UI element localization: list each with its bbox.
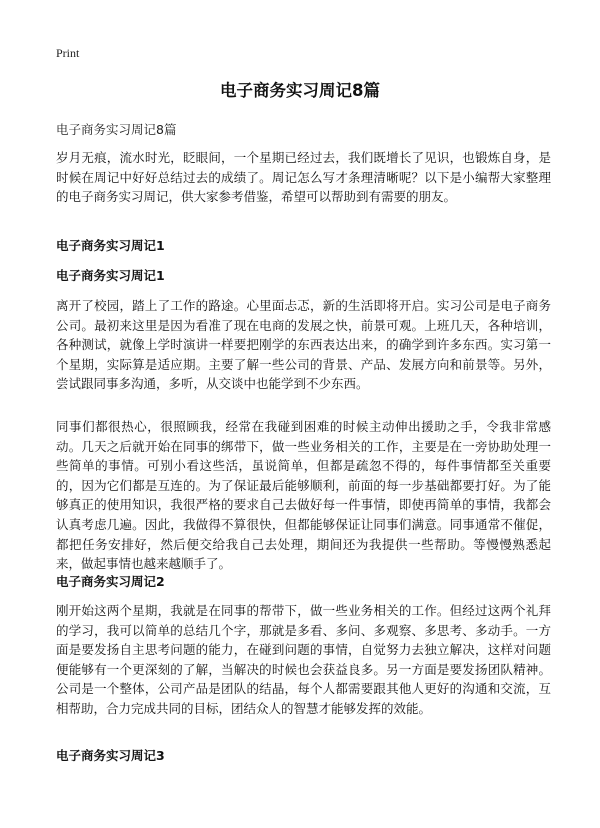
section-2-paragraph-1: 刚开始这两个星期，我就是在同事的帮带下，做一些业务相关的工作。但经过这两个礼拜的学习，我可以简单的总结几个字，那就是多看、多问、多观察、多思考、多动手。一方面是要发扬自主思考问题的能力，在碰到问题的事情，自觉努力去独立解决，这样对问题便能够有一个更深刻的了解，当解决的时候也会获益良多。另一方面是要发扬团队精神。公司是一个整体，公司产品是团队的结晶，每个人都需要跟其他人更好的沟通和交流，互相帮助，合力完成共同的目标，团结众人的智慧才能够发挥的效能。 [56,603,551,716]
section-1-paragraph-2: 同事们都很热心，很照顾我，经常在我碰到困难的时候主动伸出援助之手，令我非常感动。几天之后就开始在同事的绑带下，做一些业务相关的工作，主要是在一旁协助处理一些简单的事情。可别小看这些活，虽说简单，但都是疏忽不得的，每件事情都至关重要的，因为它们都是互连的。为了保证最后能够顺利，前面的每一步基础都要打好。为了能够真正的使用知识，我很严格的要求自己去做好每一件事情，即使再简单的事情，我都会认真考虑几遍。因此，我做得不算很快，但都能够保证让同事们满意。同事通常不催促，都把任务安排好，然后便交给我自己去处理，期间还为我提供一些帮助。等慢慢熟悉起来，做起事情也越来越顺手了。 [56,419,551,572]
section-subheading-1: 电子商务实习周记1 [56,268,165,283]
page-title: 电子商务实习周记8篇 [220,81,380,100]
document-subtitle: 电子商务实习周记8篇 [56,122,177,137]
section-heading-2: 电子商务实习周记2 [56,574,165,589]
print-link[interactable]: Print [56,46,80,60]
section-1-paragraph-1: 离开了校园，踏上了工作的路途。心里面忐忑，新的生活即将开启。实习公司是电子商务公司。最初来这里是因为看准了现在电商的发展之快，前景可观。上班几天，各种培训，各种测试，就像上学时演讲一样要把刚学的东西表达出来，的确学到许多东西。实习第一个星期，实际算是适应期。主要了解一些公司的背景、产品、发展方向和前景等。另外，尝试跟同事多沟通，多听，从交谈中也能学到不少东西。 [56,298,551,392]
intro-paragraph: 岁月无痕，流水时光，眨眼间，一个星期已经过去，我们既增长了见识，也锻炼自身，是时候在周记中好好总结过去的成绩了。周记怎么写才条理清晰呢？以下是小编帮大家整理的电子商务实习周记，供大家参考借鉴，希望可以帮助到有需要的朋友。 [56,150,551,205]
section-heading-3: 电子商务实习周记3 [56,748,165,763]
section-heading-1: 电子商务实习周记1 [56,238,165,253]
